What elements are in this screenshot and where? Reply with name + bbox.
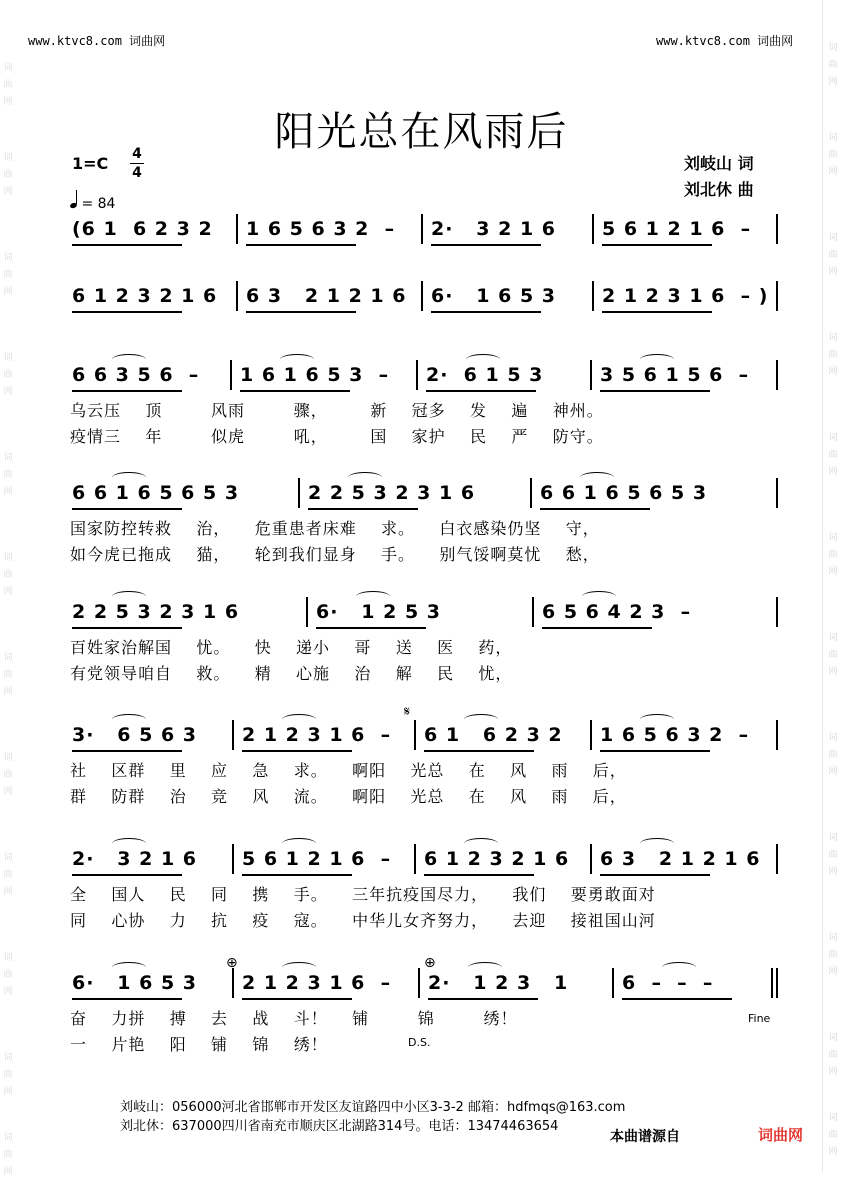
beam-underline (600, 874, 710, 876)
lyric-line-1: 社 区群 里 应 急 求。 啊阳 光总 在 风 雨 后， (70, 761, 627, 780)
side-watermark-left: 词 曲 网 (3, 63, 13, 107)
lyric-line-2: 一 片艳 阳 铺 锦 绣！ (70, 1035, 328, 1054)
tempo-marking (70, 190, 115, 212)
barline (776, 478, 778, 508)
beam-underline (246, 311, 356, 313)
measure-notes: 6 6 1 6 5 6 5 3 (72, 482, 240, 504)
measure-notes: 2· 1 2 3 1 (428, 972, 569, 994)
slur-mark (640, 714, 674, 725)
measure-notes: 6 3 2 1 2 1 6 (600, 848, 761, 870)
side-watermark-right: 词 曲 网 (828, 1033, 838, 1077)
side-watermark-right: 词 曲 网 (828, 633, 838, 677)
side-watermark-right: 词 曲 网 (828, 733, 838, 777)
side-watermark-right: 词 曲 网 (828, 233, 838, 277)
measure-notes: 6 1 6 2 3 2 (424, 724, 563, 746)
measure-notes: 2· 6 1 5 3 (426, 364, 544, 386)
footer-line-1: 刘岐山：056000河北省邯郸市开发区友谊路四中小区3-3-2 邮箱：hdfmqs@163.com (120, 1100, 626, 1115)
watermark-left: www.ktvc8.com 词曲网 (28, 34, 166, 48)
measure-notes: 6 6 3 5 6 – (72, 364, 200, 386)
beam-underline (431, 311, 541, 313)
side-watermark-left: 词 曲 网 (3, 453, 13, 497)
slur-mark (640, 838, 674, 849)
barline (414, 844, 416, 874)
side-watermark-right: 词 曲 网 (828, 43, 838, 87)
page-title: 阳光总在风雨后 (274, 109, 569, 155)
slur-mark (464, 838, 498, 849)
lyric-line-1: 奋 力拼 搏 去 战 斗！ 铺 锦 绣！ (70, 1009, 518, 1028)
barline (592, 214, 594, 244)
measure-notes: 6· 1 2 5 3 (316, 601, 442, 623)
beam-underline (308, 508, 418, 510)
beam-underline (242, 998, 352, 1000)
beam-underline (72, 998, 182, 1000)
barline (416, 360, 418, 390)
beam-underline (542, 627, 652, 629)
side-watermark-right: 词 曲 网 (828, 833, 838, 877)
beam-underline (242, 874, 352, 876)
side-watermark-left: 词 曲 网 (3, 553, 13, 597)
beam-underline (600, 390, 710, 392)
beam-underline (72, 508, 182, 510)
barline (776, 597, 778, 627)
slur-mark (112, 962, 146, 973)
side-watermark-left: 词 曲 网 (3, 853, 13, 897)
measure-notes: 1 6 5 6 3 2 – (246, 218, 396, 240)
measure-notes: 6· 1 6 5 3 (72, 972, 198, 994)
barline (421, 281, 423, 311)
beam-underline (600, 750, 710, 752)
measure-notes: 2· 3 2 1 6 (72, 848, 198, 870)
barline (232, 844, 234, 874)
measure-notes: 6 5 6 4 2 3 – (542, 601, 692, 623)
beam-underline (622, 998, 732, 1000)
source-label: 本曲谱源自 (610, 1129, 680, 1145)
beam-underline (424, 750, 534, 752)
side-watermark-right: 词 曲 网 (828, 533, 838, 577)
beam-underline (72, 311, 182, 313)
beam-underline (72, 750, 182, 752)
slur-mark (280, 354, 314, 365)
composer-credit: 刘北休 曲 (684, 180, 754, 199)
side-watermark-left: 词 曲 网 (3, 1133, 13, 1177)
barline (776, 281, 778, 311)
beam-underline (426, 390, 536, 392)
barline (414, 720, 416, 750)
lyric-line-1: 全 国人 民 同 携 手。 三年抗疫国尽力， 我们 要勇敢面对 (70, 885, 656, 904)
measure-notes: 6 6 1 6 5 6 5 3 (540, 482, 708, 504)
barline (590, 360, 592, 390)
beam-underline (72, 244, 182, 246)
measure-notes: 3 5 6 1 5 6 – (600, 364, 750, 386)
measure-notes: 5 6 1 2 1 6 – (242, 848, 392, 870)
barline (590, 844, 592, 874)
barline (232, 968, 234, 998)
ds-mark: D.S. (408, 1036, 431, 1049)
barline (776, 844, 778, 874)
measure-notes: 1 6 1 6 5 3 – (240, 364, 390, 386)
slur-mark (282, 838, 316, 849)
barline (776, 720, 778, 750)
slur-mark (112, 591, 146, 602)
slur-mark (282, 714, 316, 725)
beam-underline (72, 390, 182, 392)
side-watermark-left: 词 曲 网 (3, 353, 13, 397)
side-watermark-left: 词 曲 网 (3, 253, 13, 297)
slur-mark (112, 714, 146, 725)
barline (298, 478, 300, 508)
measure-notes: 2 1 2 3 1 6 – ) (602, 285, 769, 307)
side-watermark-right: 词 曲 网 (828, 333, 838, 377)
time-signature-bottom: 4 (132, 165, 142, 181)
measure-notes: 3· 6 5 6 3 (72, 724, 198, 746)
beam-underline (242, 750, 352, 752)
side-watermark-right: 词 曲 网 (828, 433, 838, 477)
barline (776, 360, 778, 390)
barline (421, 214, 423, 244)
slur-mark (466, 354, 500, 365)
beam-underline (602, 311, 712, 313)
footer-line-2: 刘北休：637000四川省南充市顺庆区北湖路314号。电话：13474463654 (120, 1119, 559, 1134)
barline (590, 720, 592, 750)
lyric-line-2: 疫情三 年 似虎 吼， 国 家护 民 严 防守。 (70, 427, 604, 446)
beam-underline (431, 244, 541, 246)
measure-notes: 6· 1 6 5 3 (431, 285, 557, 307)
measure-notes: 1 6 5 6 3 2 – (600, 724, 750, 746)
measure-notes: 2 1 2 3 1 6 – (242, 972, 392, 994)
measure-notes: 2 2 5 3 2 3 1 6 (72, 601, 240, 623)
barline (232, 720, 234, 750)
barline (236, 281, 238, 311)
slur-mark (112, 354, 146, 365)
measure-notes: 2 1 2 3 1 6 – (242, 724, 392, 746)
barline (530, 478, 532, 508)
slur-mark (348, 472, 382, 483)
barline (418, 968, 420, 998)
measure-notes: 2· 3 2 1 6 (431, 218, 557, 240)
side-watermark-left: 词 曲 网 (3, 153, 13, 197)
watermark-right: www.ktvc8.com 词曲网 (656, 34, 794, 48)
slur-mark (582, 591, 616, 602)
beam-underline (316, 627, 426, 629)
beam-underline (72, 627, 182, 629)
barline (612, 968, 614, 998)
time-signature (130, 146, 144, 181)
slur-mark (580, 472, 614, 483)
measure-notes: 6 1 2 3 2 1 6 (424, 848, 570, 870)
lyric-line-1: 乌云压 顶 风雨 骤， 新 冠多 发 遍 神州。 (70, 401, 604, 420)
quarter-note-icon (69, 202, 77, 209)
barline (230, 360, 232, 390)
beam-underline (428, 998, 538, 1000)
time-signature-top: 4 (132, 146, 142, 162)
slur-mark (662, 962, 696, 973)
barline (776, 968, 778, 998)
beam-underline (72, 874, 182, 876)
final-barline (771, 968, 773, 998)
coda-icon-2: ⊕ (424, 955, 436, 971)
measure-notes: (6 1 6 2 3 2 (72, 218, 213, 240)
slur-mark (356, 591, 390, 602)
lyric-line-2: 同 心协 力 抗 疫 寇。 中华儿女齐努力， 去迎 接祖国山河 (70, 911, 656, 930)
measure-notes: 5 6 1 2 1 6 – (602, 218, 752, 240)
side-watermark-right: 词 曲 网 (828, 1113, 838, 1157)
tempo-value: = 84 (81, 196, 116, 212)
measure-notes: 6 3 2 1 2 1 6 (246, 285, 407, 307)
lyricist-credit: 刘岐山 词 (684, 154, 754, 173)
barline (592, 281, 594, 311)
measure-notes: 6 – – – (622, 972, 714, 994)
lyric-line-1: 百姓家治解国 忧。 快 递小 哥 送 医 药， (70, 638, 513, 657)
side-watermark-left: 词 曲 网 (3, 653, 13, 697)
slur-mark (640, 354, 674, 365)
slur-mark (468, 962, 502, 973)
lyric-line-1: 国家防控转救 治， 危重患者床难 求。 白衣感染仍坚 守， (70, 519, 600, 538)
barline (776, 214, 778, 244)
side-watermark-left: 词 曲 网 (3, 753, 13, 797)
lyric-line-2: 如今虎已拖成 猫， 轮到我们显身 手。 别气馁啊莫忧 愁， (70, 545, 600, 564)
measure-notes: 2 2 5 3 2 3 1 6 (308, 482, 476, 504)
key-signature: 1=C (72, 154, 109, 173)
lyric-line-2: 群 防群 治 竞 风 流。 啊阳 光总 在 风 雨 后， (70, 787, 627, 806)
slur-mark (282, 962, 316, 973)
barline (532, 597, 534, 627)
slur-mark (112, 472, 146, 483)
measure-notes: 6 1 2 3 2 1 6 (72, 285, 218, 307)
site-logo: 词曲网 (758, 1126, 804, 1144)
fine-mark: Fine (748, 1012, 771, 1025)
side-watermark-right: 词 曲 网 (828, 133, 838, 177)
side-watermark-left: 词 曲 网 (3, 1053, 13, 1097)
barline (306, 597, 308, 627)
beam-underline (540, 508, 650, 510)
lyric-line-2: 有党领导咱自 救。 精 心施 治 解 民 忧， (70, 664, 513, 683)
slur-mark (464, 714, 498, 725)
beam-underline (602, 244, 712, 246)
coda-icon: ⊕ (226, 955, 238, 971)
slur-mark (112, 838, 146, 849)
segno-icon: 𝄋 (404, 704, 411, 720)
side-watermark-right: 词 曲 网 (828, 933, 838, 977)
beam-underline (424, 874, 534, 876)
beam-underline (246, 244, 356, 246)
barline (236, 214, 238, 244)
side-watermark-left: 词 曲 网 (3, 953, 13, 997)
beam-underline (240, 390, 350, 392)
